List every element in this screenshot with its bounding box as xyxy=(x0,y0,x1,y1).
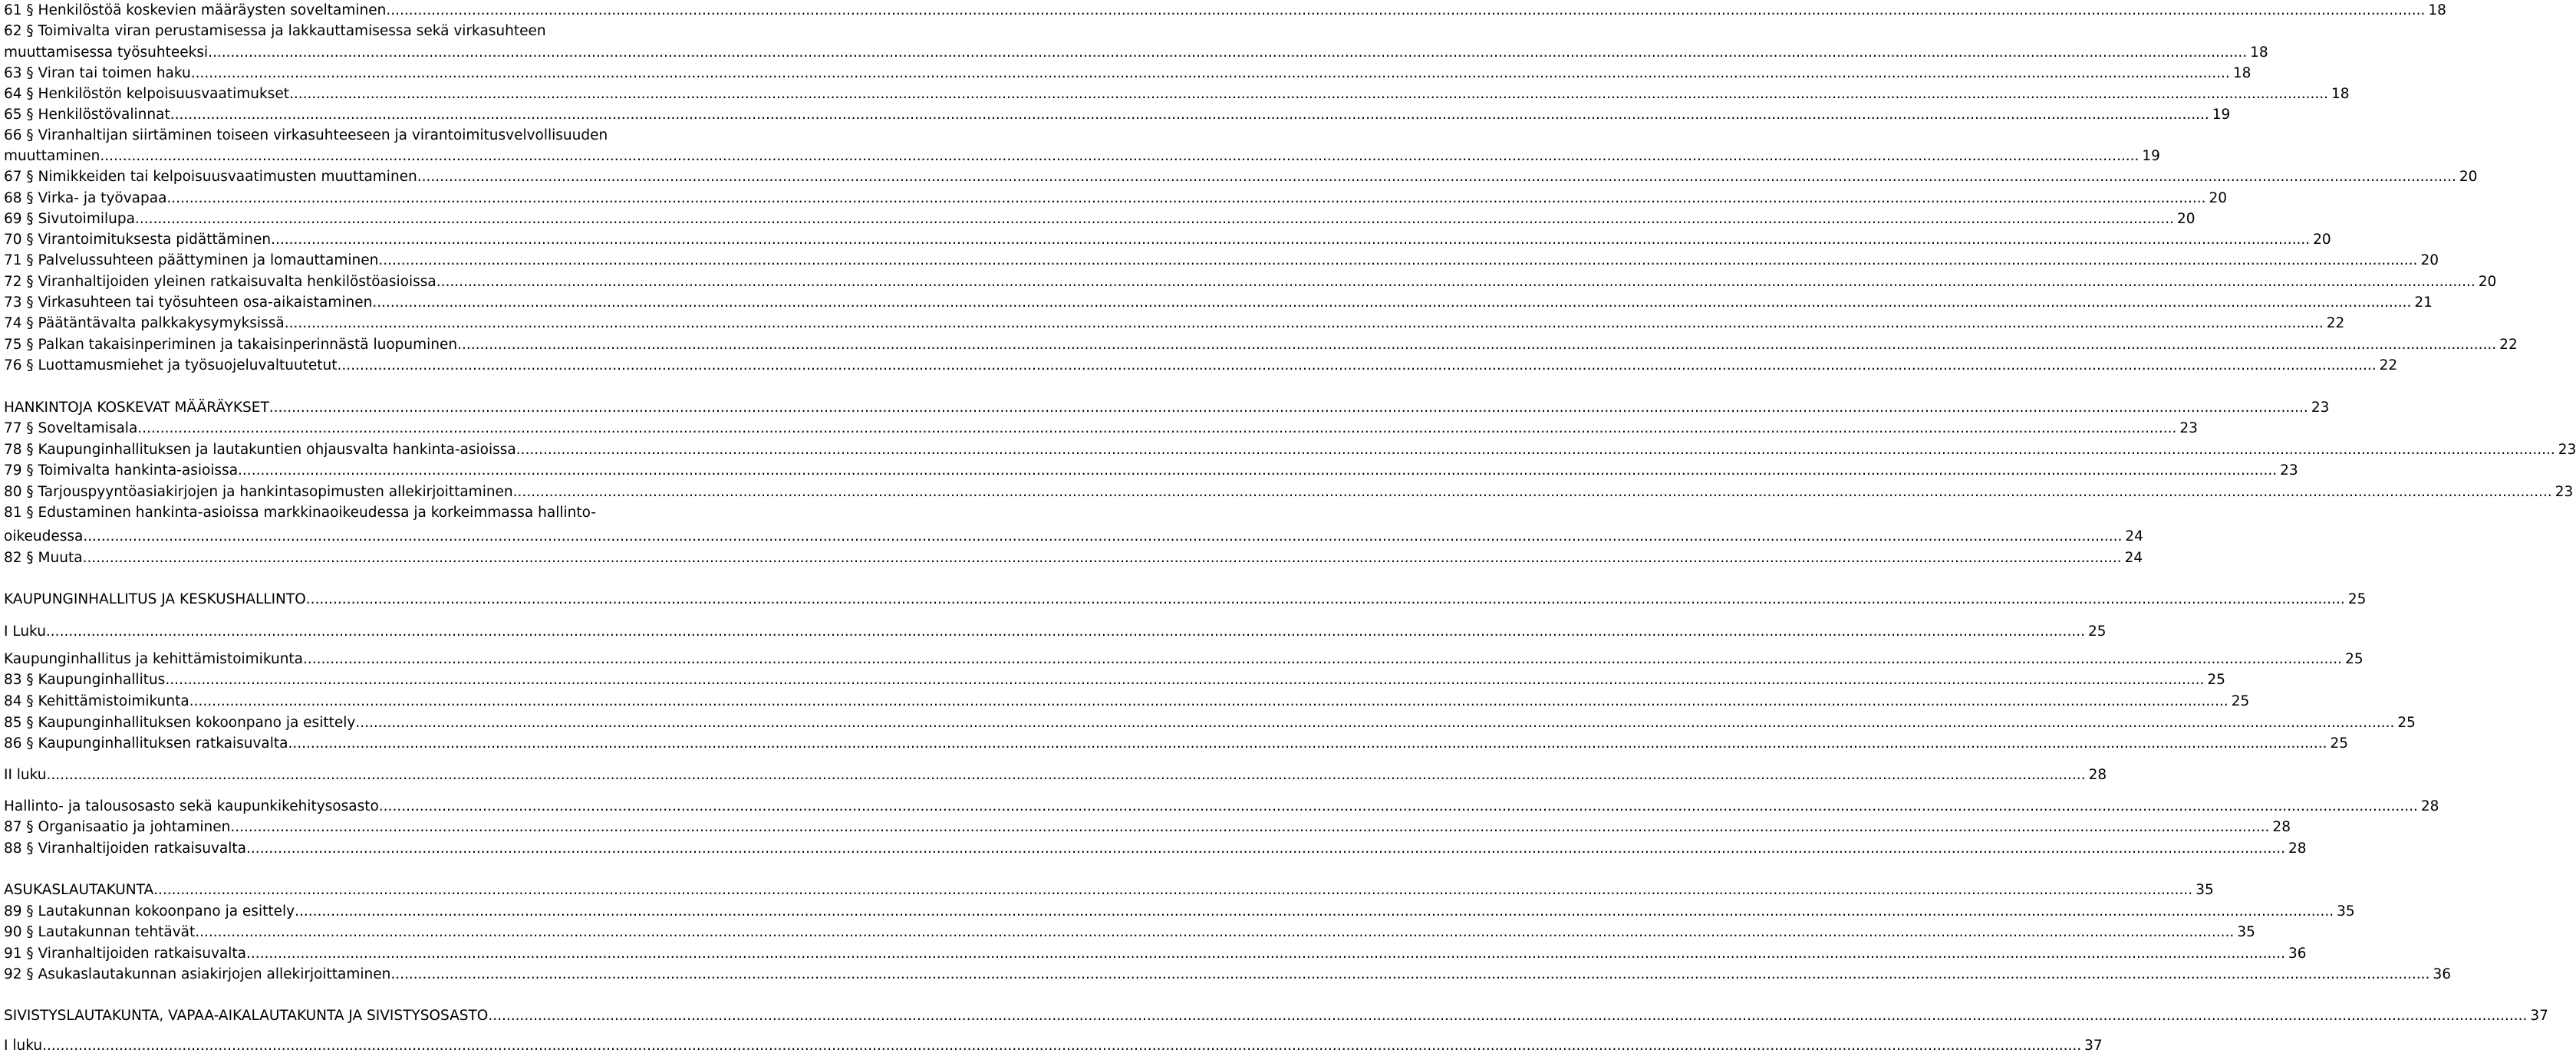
dot-leader xyxy=(47,765,2086,785)
toc-entry-label: 74 § Päätäntävalta palkkakysymyksissä xyxy=(4,315,285,331)
dot-leader xyxy=(355,712,2394,733)
toc-entry[interactable] xyxy=(4,166,2478,187)
toc-entry-page-number: 35 xyxy=(2196,882,2214,898)
toc-entry[interactable] xyxy=(4,271,2497,292)
toc-entry-label: 82 § Muuta xyxy=(4,550,83,566)
toc-entry-label: 64 § Henkilöstön kelpoisuusvaatimukset xyxy=(4,86,289,102)
dot-leader xyxy=(513,482,2552,502)
toc-entry-page-number: 19 xyxy=(2212,107,2231,123)
toc-entry-label: Hallinto- ja talousosasto sekä kaupunkikehitysosasto xyxy=(4,798,379,814)
toc-entry-page-number: 22 xyxy=(2499,337,2518,353)
toc-entry-label: 61 § Henkilöstöä koskevien määräysten soveltaminen xyxy=(4,2,387,18)
toc-entry-label: 67 § Nimikkeiden tai kelpoisuusvaatimusten muuttaminen xyxy=(4,169,417,185)
toc-entry[interactable] xyxy=(4,313,2345,334)
toc-entry-page-number: 22 xyxy=(2379,357,2398,373)
toc-entry-page-number: 23 xyxy=(2558,442,2576,458)
toc-entry-page-number: 20 xyxy=(2209,190,2228,206)
toc-entry-label: I Luku xyxy=(4,623,46,640)
dot-leader xyxy=(436,271,2476,292)
dot-leader xyxy=(83,526,2122,547)
toc-entry-label: 76 § Luottamusmiehet ja työsuojeluvaltuutetut xyxy=(4,357,338,373)
dot-leader xyxy=(135,209,2174,229)
toc-entry-label: 83 § Kaupunginhallitus xyxy=(4,672,166,688)
dot-leader xyxy=(189,691,2228,712)
toc-entry-label: 62 § Toimivalta viran perustamisessa ja lakkauttamisessa sekä virkasuhteen xyxy=(4,23,546,39)
toc-entry-label: muuttamisessa työsuhteeksi xyxy=(4,44,209,61)
dot-leader xyxy=(390,964,2429,985)
dot-leader xyxy=(153,880,2192,900)
toc-entry-label: 90 § Lautakunnan tehtävät xyxy=(4,924,196,940)
dot-leader xyxy=(295,901,2334,922)
toc-entry[interactable] xyxy=(4,964,2451,985)
toc-entry[interactable] xyxy=(4,42,2268,63)
toc-entry[interactable] xyxy=(4,901,2355,922)
toc-entry[interactable] xyxy=(4,1035,2103,1056)
toc-entry-page-number: 18 xyxy=(2428,2,2446,18)
toc-entry-label: 69 § Sivutoimilupa xyxy=(4,211,135,227)
dot-leader xyxy=(378,250,2417,271)
dot-leader xyxy=(195,922,2234,943)
toc-entry-label: HANKINTOJA KOSKEVAT MÄÄRÄYKSET xyxy=(4,400,269,416)
toc-entry[interactable] xyxy=(4,125,733,146)
toc-entry-page-number: 20 xyxy=(2313,232,2331,248)
toc-entry-page-number: 36 xyxy=(2433,966,2451,982)
toc-entry-page-number: 35 xyxy=(2337,903,2355,919)
toc-entry-label: 66 § Viranhaltijan siirtäminen toiseen virkasuhteeseen ja virantoimitusvelvollisuuden xyxy=(4,127,608,143)
toc-entry[interactable] xyxy=(4,589,2367,610)
toc-entry-label: I luku xyxy=(4,1038,43,1054)
toc-entry[interactable] xyxy=(4,669,2225,690)
toc-entry-page-number: 20 xyxy=(2176,211,2196,227)
toc-entry-page-number: 23 xyxy=(2555,484,2574,500)
toc-entry-page-number: 25 xyxy=(2397,715,2416,731)
toc-entry-page-number: 25 xyxy=(2207,672,2225,688)
toc-entry[interactable] xyxy=(4,765,2107,785)
toc-entry[interactable] xyxy=(4,548,2143,568)
dot-leader xyxy=(288,733,2327,754)
toc-entry[interactable] xyxy=(4,334,2518,355)
toc-entry-page-number: 25 xyxy=(2330,735,2349,752)
toc-entry-label: 87 § Organisaatio ja johtaminen xyxy=(4,819,231,835)
toc-entry-page-number: 28 xyxy=(2288,841,2307,857)
toc-entry[interactable] xyxy=(4,84,2350,104)
dot-leader xyxy=(516,439,2555,460)
toc-entry-page-number: 21 xyxy=(2414,294,2433,311)
toc-entry[interactable] xyxy=(4,104,2231,125)
toc-entry-page-number: 18 xyxy=(2331,86,2350,102)
toc-entry[interactable] xyxy=(4,1005,2548,1026)
toc-entry-label: oikeudessa xyxy=(4,528,84,544)
dot-leader xyxy=(100,146,2139,166)
toc-entry[interactable] xyxy=(4,691,2250,712)
toc-entry-page-number: 35 xyxy=(2237,924,2255,940)
dot-leader xyxy=(269,397,2308,418)
dot-leader xyxy=(417,166,2456,187)
dot-leader xyxy=(238,460,2277,481)
toc-entry[interactable] xyxy=(4,229,2331,250)
toc-entry-page-number: 25 xyxy=(2345,651,2364,667)
toc-entry-label: 70 § Virantoimituksesta pidättäminen xyxy=(4,232,272,248)
toc-entry-label: 79 § Toimivalta hankinta-asioissa xyxy=(4,462,239,479)
toc-entry-label: 73 § Virkasuhteen tai työsuhteen osa-aikaistaminen xyxy=(4,294,373,311)
toc-entry[interactable] xyxy=(4,817,2291,837)
dot-leader xyxy=(285,313,2324,334)
toc-entry-page-number: 18 xyxy=(2250,44,2268,61)
toc-entry-label: 71 § Palvelussuhteen päättyminen ja lomauttaminen xyxy=(4,252,379,268)
toc-entry-page-number: 20 xyxy=(2459,169,2478,185)
toc-entry-page-number: 37 xyxy=(2530,1008,2548,1024)
dot-leader xyxy=(191,63,2230,84)
toc-entry[interactable] xyxy=(4,188,2228,209)
toc-entry-label: 72 § Viranhaltijoiden yleinen ratkaisuvalta henkilöstöasioissa xyxy=(4,274,436,290)
toc-entry-label: 84 § Kehittämistoimikunta xyxy=(4,693,189,709)
toc-entry[interactable] xyxy=(4,439,2576,460)
toc-entry[interactable] xyxy=(4,0,2446,21)
toc-entry-page-number: 28 xyxy=(2420,798,2439,814)
toc-entry-page-number: 37 xyxy=(2084,1038,2103,1054)
toc-entry-label: 75 § Palkan takaisinperiminen ja takaisinperinnästä luopuminen xyxy=(4,337,458,353)
dot-leader xyxy=(137,418,2176,439)
toc-entry[interactable] xyxy=(4,526,2143,547)
toc-entry[interactable] xyxy=(4,838,2307,859)
toc-entry[interactable] xyxy=(4,355,2398,376)
dot-leader xyxy=(289,84,2328,104)
toc-entry-page-number: 24 xyxy=(2124,550,2143,566)
toc-entry-label: 92 § Asukaslautakunnan asiakirjojen allekirjoittaminen xyxy=(4,966,391,982)
toc-entry[interactable] xyxy=(4,460,2298,481)
toc-entry[interactable] xyxy=(4,146,2160,166)
dot-leader xyxy=(386,0,2425,21)
toc-entry-label: 91 § Viranhaltijoiden ratkaisuvalta xyxy=(4,946,246,962)
toc-entry-label: 81 § Edustaminen hankinta-asioissa markkinaoikeudessa ja korkeimmassa hallinto- xyxy=(4,505,596,521)
dot-leader xyxy=(165,669,2204,690)
dot-leader xyxy=(246,943,2285,964)
toc-entry[interactable] xyxy=(4,733,2349,754)
toc-entry-page-number: 18 xyxy=(2232,65,2252,81)
toc-entry-page-number: 20 xyxy=(2420,252,2439,268)
toc-entry[interactable] xyxy=(4,250,2439,271)
dot-leader xyxy=(372,292,2411,313)
toc-entry-label: ASUKASLAUTAKUNTA xyxy=(4,882,154,898)
toc-entry-label: 89 § Lautakunnan kokoonpano ja esittely xyxy=(4,903,295,919)
toc-entry[interactable] xyxy=(4,796,2439,817)
dot-leader xyxy=(170,104,2209,125)
toc-entry-page-number: 20 xyxy=(2478,274,2497,290)
toc-entry-page-number: 25 xyxy=(2087,623,2107,640)
toc-entry[interactable] xyxy=(4,922,2255,943)
dot-leader xyxy=(230,817,2269,837)
toc-entry-label: 85 § Kaupunginhallituksen kokoonpano ja esittely xyxy=(4,715,356,731)
toc-entry-page-number: 25 xyxy=(2347,591,2367,607)
toc-entry-label: II luku xyxy=(4,767,47,783)
toc-entry[interactable] xyxy=(4,621,2107,642)
toc-entry[interactable] xyxy=(4,21,733,41)
dot-leader xyxy=(46,621,2085,642)
toc-entry-page-number: 23 xyxy=(2280,462,2298,479)
dot-leader xyxy=(271,229,2310,250)
toc-entry-page-number: 28 xyxy=(2272,819,2291,835)
toc-entry-label: 78 § Kaupunginhallituksen ja lautakuntien ohjausvalta hankinta-asioissa xyxy=(4,442,516,458)
toc-entry-label: 86 § Kaupunginhallituksen ratkaisuvalta xyxy=(4,735,288,752)
dot-leader xyxy=(166,188,2205,209)
toc-entry-label: 65 § Henkilöstövalinnat xyxy=(4,107,170,123)
toc-entry[interactable] xyxy=(4,418,2198,439)
toc-entry-label: KAUPUNGINHALLITUS JA KESKUSHALLINTO xyxy=(4,591,306,607)
toc-entry[interactable] xyxy=(4,63,2252,84)
toc-entry-label: Kaupunginhallitus ja kehittämistoimikunta xyxy=(4,651,304,667)
toc-entry-page-number: 19 xyxy=(2142,148,2160,164)
dot-leader xyxy=(457,334,2496,355)
toc-entry[interactable] xyxy=(4,209,2196,229)
toc-entry-page-number: 24 xyxy=(2125,528,2143,544)
toc-entry[interactable] xyxy=(4,649,2364,669)
toc-entry-page-number: 25 xyxy=(2231,693,2250,709)
toc-entry-page-number: 36 xyxy=(2288,946,2307,962)
toc-entry-page-number: 28 xyxy=(2088,767,2107,783)
dot-leader xyxy=(246,838,2285,859)
dot-leader xyxy=(488,1005,2527,1026)
toc-entry-page-number: 23 xyxy=(2179,420,2198,436)
dot-leader xyxy=(306,589,2345,610)
toc-entry-page-number: 23 xyxy=(2311,400,2330,416)
dot-leader xyxy=(379,796,2418,817)
toc-entry-label: SIVISTYSLAUTAKUNTA, VAPAA-AIKALAUTAKUNTA JA SIVISTYSOSASTO xyxy=(4,1008,489,1024)
toc-entry[interactable] xyxy=(4,397,2330,418)
toc-entry[interactable] xyxy=(4,292,2433,313)
toc-entry[interactable] xyxy=(4,482,2574,502)
toc-entry-label: 88 § Viranhaltijoiden ratkaisuvalta xyxy=(4,841,246,857)
toc-entry[interactable] xyxy=(4,502,733,523)
toc-entry-label: muuttaminen xyxy=(4,148,100,164)
dot-leader xyxy=(303,649,2342,669)
toc-entry[interactable] xyxy=(4,712,2416,733)
dot-leader xyxy=(208,42,2247,63)
dot-leader xyxy=(338,355,2377,376)
toc-entry-page-number: 22 xyxy=(2326,315,2345,331)
toc-entry-label: 63 § Viran tai toimen haku xyxy=(4,65,191,81)
toc-entry-label: 68 § Virka- ja työvapaa xyxy=(4,190,167,206)
toc-entry-label: 80 § Tarjouspyyntöasiakirjojen ja hankintasopimusten allekirjoittaminen xyxy=(4,484,513,500)
dot-leader xyxy=(83,548,2122,568)
toc-entry-label: 77 § Soveltamisala xyxy=(4,420,138,436)
dot-leader xyxy=(42,1035,2081,1056)
toc-entry[interactable] xyxy=(4,880,2214,900)
toc-entry[interactable] xyxy=(4,943,2307,964)
